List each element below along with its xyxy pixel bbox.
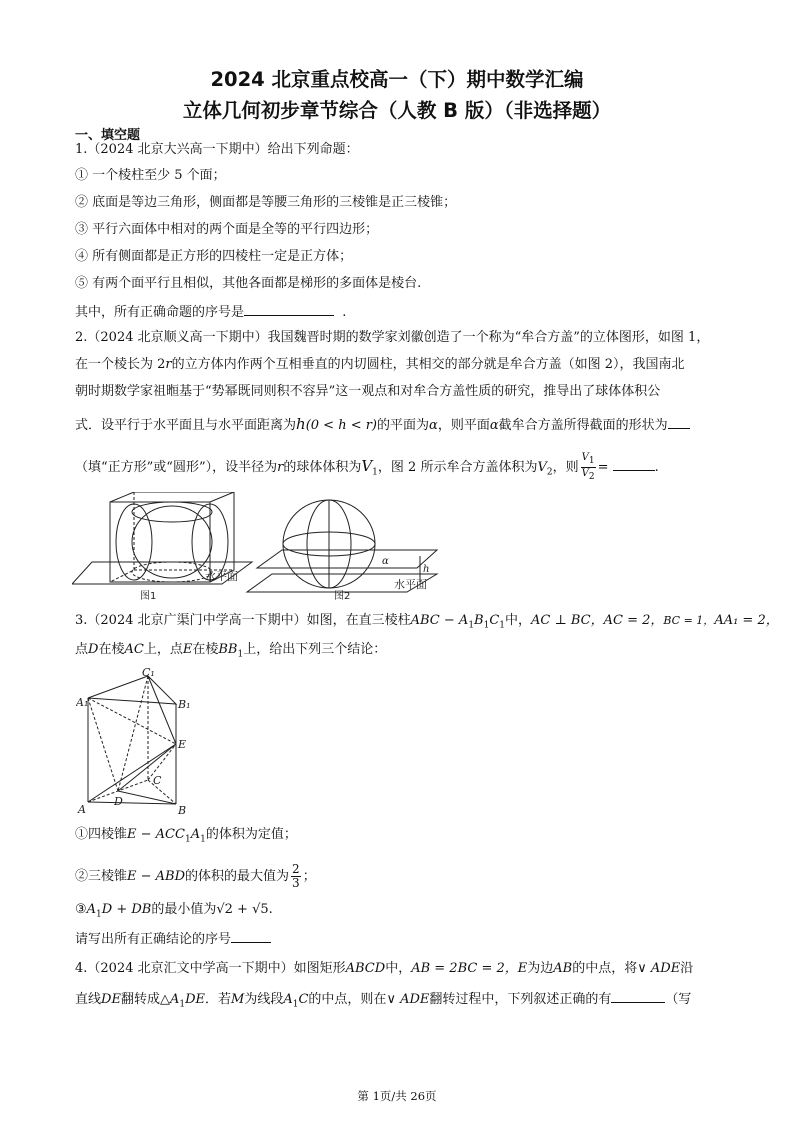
vertex-c: C bbox=[153, 774, 162, 787]
q1-item-2: ② 底面是等边三角形，侧面都是等腰三角形的三棱锥是正三棱锥； bbox=[75, 195, 457, 210]
vertex-e: E bbox=[178, 738, 187, 751]
plane-label-2: 水平面 bbox=[394, 578, 427, 591]
q1-item-1: ① 一个棱柱至少 5 个面； bbox=[75, 168, 226, 183]
answer-blank[interactable] bbox=[244, 302, 334, 316]
vertex-a1: A₁ bbox=[76, 696, 89, 709]
answer-blank[interactable] bbox=[231, 929, 271, 943]
answer-blank[interactable] bbox=[613, 457, 655, 471]
h-label: h bbox=[423, 564, 430, 575]
answer-blank[interactable] bbox=[611, 989, 665, 1003]
document-subtitle: 立体几何初步章节综合（人教 B 版）（非选择题） bbox=[182, 99, 612, 122]
figure-2-caption: 图2 bbox=[334, 591, 351, 602]
alpha-label: α bbox=[382, 556, 389, 567]
q3-claim-3: $③A_1D$ + DB的最小值为√2 + √5. bbox=[75, 902, 273, 920]
vertex-d: D bbox=[114, 795, 123, 808]
q3-line-2: 点D在棱AC上，点E在棱$BB_1$上，给出下列三个结论： bbox=[75, 642, 387, 660]
figure-1-caption: 图1 bbox=[140, 591, 157, 602]
vertex-b1: B₁ bbox=[178, 698, 191, 711]
q2-figures bbox=[72, 492, 462, 604]
q1-item-5: ⑤ 有两个面平行且相似，其他各面都是梯形的多面体是棱台. bbox=[75, 276, 422, 291]
q3-claim-2: ②三棱锥E − ABD的体积的最大值为 $\frac{2}{3}$ ； bbox=[75, 862, 316, 890]
q2-line-2: 在一个棱长为 2r的立方体内作两个互相垂直的内切圆柱，其相交的部分就是牟合方盖（如图 2），我国南北 bbox=[75, 357, 685, 372]
q3-ask: 请写出所有正确结论的序号 bbox=[75, 929, 271, 949]
q1-ask: 其中，所有正确命题的序号是 . bbox=[75, 302, 346, 322]
q1-item-4: ④ 所有侧面都是正方形的四棱柱一定是正方体； bbox=[75, 249, 353, 264]
page-footer: 第 1页/共 26页 bbox=[357, 1089, 437, 1103]
q3-line-1: 3.（2024 北京广渠门中学高一下期中）如图，在直三棱柱ABC − $A_1B_1C_1$中，AC ⊥ BC，AC = 2，BC = 1，AA₁ = 2， bbox=[75, 613, 779, 631]
vertex-b: B bbox=[178, 804, 187, 816]
q4-line-1: 4.（2024 北京汇文中学高一下期中）如图矩形ABCD中，AB = 2BC = 2，E为边AB的中点，将∨ ADE沿 bbox=[75, 961, 694, 976]
q3-prism-figure bbox=[76, 668, 194, 816]
section-heading: 一、填空题 bbox=[75, 128, 141, 143]
document-title: 2024 北京重点校高一（下）期中数学汇编 bbox=[210, 68, 584, 91]
vertex-a: A bbox=[78, 803, 86, 816]
plane-label-1: 水平面 bbox=[205, 570, 238, 583]
q1-item-3: ③ 平行六面体中相对的两个面是全等的平行四边形； bbox=[75, 222, 379, 237]
q4-line-2: 直线DE翻转成$\triangle A_1DE$．若M为线段$A_1C$的中点，则在∨ ADE翻转过程中，下列叙述正确的有 （写 bbox=[75, 989, 691, 1014]
q2-line-4: 式．设平行于水平面且与水平面距离为h(0 < h < r)的平面为α，则平面α截牟合方盖所得截面的形状为 bbox=[75, 415, 690, 435]
q2-line-1: 2.（2024 北京顺义高一下期中）我国魏晋时期的数学家刘徽创造了一个称为“牟合方盖”的立体图形，如图 1， bbox=[75, 330, 710, 345]
q2-line-3: 朝时期数学家祖暅基于“势幂既同则积不容异”这一观点和对牟合方盖性质的研究，推导出了球体体积公 bbox=[75, 384, 661, 399]
q3-claim-1: ①四棱锥$E - ACC_1A_1$的体积为定值； bbox=[75, 827, 297, 845]
q1-stem: 1.（2024 北京大兴高一下期中）给出下列命题： bbox=[75, 142, 359, 157]
q2-line-5: （填“正方形”或“圆形”），设半径为r的球体体积为$V_1$，图 2 所示牟合方盖体积为$V_2$，则 $\frac{V_1}{V_2}$ = . bbox=[75, 452, 659, 482]
answer-blank[interactable] bbox=[668, 415, 690, 429]
vertex-c1: C₁ bbox=[142, 668, 155, 679]
